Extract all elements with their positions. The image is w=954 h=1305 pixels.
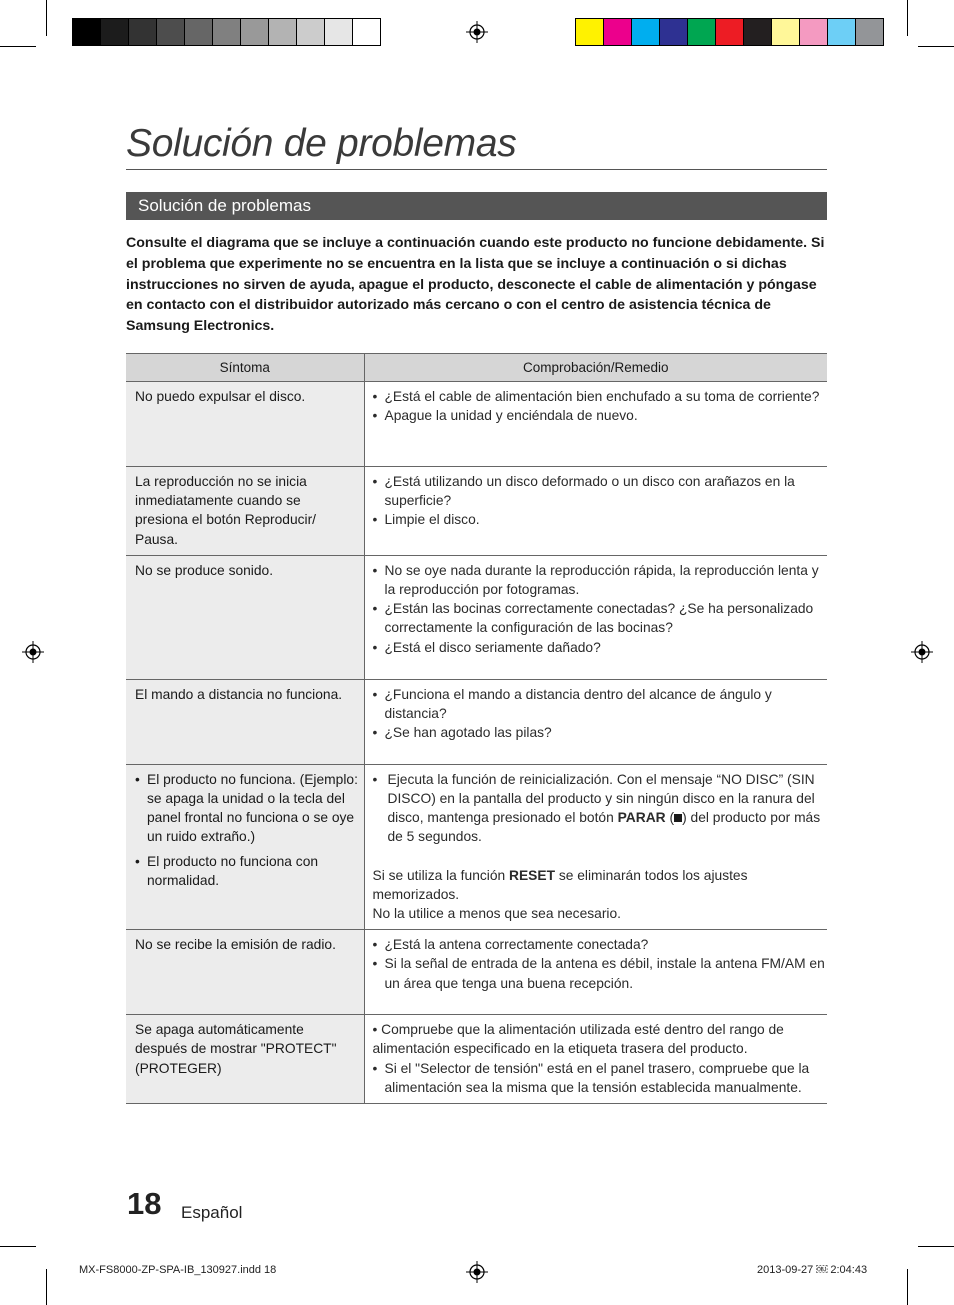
remedy-cell (364, 555, 827, 679)
list-item: • Si la señal de entrada de la antena es débil, instale la antena FM/AM en un área que tenga una buena recepción. (372, 956, 825, 991)
list-item: • ¿Está el disco seriamente dañado? (372, 639, 601, 655)
list-item: • ¿Se han agotado las pilas? (372, 725, 552, 741)
color-swatch (352, 18, 381, 46)
list-item: • Ejecuta la función de reinicialización. Con el mensaje “NO DISC” (SIN DISCO) en la pantalla del producto y sin ningún disco en la ranura del disco, mantenga presionado el botón PARAR ( ) del producto por más de 5 segundos. (372, 771, 821, 845)
page-number: 18 (127, 1186, 162, 1221)
color-swatch (631, 18, 660, 46)
color-swatch (72, 18, 101, 46)
list-item: • Limpie el disco. (372, 512, 480, 528)
list-item: • ¿Está utilizando un disco deformado o un disco con arañazos en la superficie? (372, 474, 795, 509)
symptom-text: Se apaga automáticamente después de mostrar "PROTECT" (PROTEGER) (135, 1022, 337, 1076)
symptom-text: La reproducción no se inicia inmediatamente cuando se presiona el botón Reproducir/ Pausa. (135, 474, 317, 547)
table-header-row (126, 354, 827, 382)
table-row (126, 555, 827, 679)
remedy-cell (364, 679, 827, 764)
color-swatch (128, 18, 157, 46)
symptom-cell (126, 555, 364, 679)
list-item: • ¿Está el cable de alimentación bien enchufado a su toma de corriente? (372, 389, 820, 404)
remedy-cell (364, 382, 827, 467)
table-row (126, 764, 827, 929)
color-swatch (603, 18, 632, 46)
list-item: • Si el "Selector de tensión" está en el panel trasero, compruebe que la alimentación sea la misma que la tensión establecida manualmente. (372, 1060, 810, 1095)
registration-target-icon (466, 21, 488, 43)
color-swatch (296, 18, 325, 46)
table-row (126, 679, 827, 764)
registration-target-icon (22, 641, 44, 663)
remedy-cell (364, 930, 827, 1015)
symptom-cell (126, 764, 364, 929)
symptom-text: No se recibe la emisión de radio. (135, 937, 336, 953)
print-timestamp: 2013-09-27 ￼ 2:04:43 (757, 1264, 868, 1276)
color-swatch (100, 18, 129, 46)
color-swatch (240, 18, 269, 46)
symptom-cell (126, 1015, 364, 1104)
intro-paragraph: Consulte el diagrama que se incluye a continuación cuando este producto no funcione debidamente. Si el problema que experimente no se encuentra en la lista que se incluye a continuación o si dichas instrucciones no sirven de ayuda, apague el producto, desconecte el cable de alimentación y póngase en contacto con el distribuidor autorizado más cercano o con el centro de asistencia técnica de Samsung Electronics. (126, 235, 825, 335)
symptom-cell (126, 930, 364, 1015)
registration-target-icon (466, 1261, 488, 1283)
color-swatch (212, 18, 241, 46)
reset-keyword: RESET (509, 867, 556, 883)
remedy-cell (364, 764, 827, 929)
color-swatch (799, 18, 828, 46)
column-header-symptom: Síntoma (126, 354, 364, 382)
color-swatch (743, 18, 772, 46)
symptom-text: El mando a distancia no funciona. (135, 686, 343, 702)
symptom-text: No puedo expulsar el disco. (135, 389, 306, 404)
table-row (126, 382, 827, 467)
stop-square-icon (674, 814, 682, 822)
parar-button-label: PARAR (617, 810, 666, 826)
remedy-cell (364, 467, 827, 556)
color-swatch (324, 18, 353, 46)
title-divider (126, 169, 827, 170)
page-language: Español (181, 1203, 243, 1222)
color-swatch (575, 18, 604, 46)
list-item: • ¿Están las bocinas correctamente conectadas? ¿Se ha personalizado correctamente la configuración de las bocinas? (372, 601, 814, 636)
color-swatch (855, 18, 884, 46)
list-item: • ¿Funciona el mando a distancia dentro del alcance de ángulo y distancia? (372, 686, 772, 722)
list-item: • Apague la unidad y enciéndala de nuevo. (372, 408, 638, 424)
list-item: • ¿Está la antena correctamente conectada? (372, 937, 649, 953)
color-swatch (268, 18, 297, 46)
section-heading: Solución de problemas (126, 192, 827, 220)
page-title: Solución de problemas (126, 122, 517, 165)
color-swatch (771, 18, 800, 46)
list-item: • Compruebe que la alimentación utilizada esté dentro del rango de alimentación especificado en la etiqueta trasera del producto. (372, 1022, 784, 1057)
list-item: • No se oye nada durante la reproducción rápida, la reproducción lenta y la reproducción por fotogramas. (372, 562, 819, 598)
color-swatch (184, 18, 213, 46)
symptom-cell (126, 382, 364, 467)
print-file-name: MX-FS8000-ZP-SPA-IB_130927.indd 18 (79, 1264, 277, 1276)
table-row (126, 1015, 827, 1104)
remedy-cell (364, 1015, 827, 1104)
symptom-cell (126, 467, 364, 556)
list-item: • El producto no funciona. (Ejemplo: se apaga la unidad o la tecla del panel frontal no funciona o se oye un ruido extraño.) (135, 771, 358, 845)
reset-note: Si se utiliza la función RESET se eliminarán todos los ajustes memorizados. No la utilice a menos que sea necesario. (372, 867, 748, 922)
list-item: • El producto no funciona con normalidad. (135, 853, 319, 888)
column-header-remedy: Comprobación/Remedio (364, 354, 827, 382)
troubleshooting-table (126, 353, 827, 1104)
table-row (126, 930, 827, 1015)
color-swatch (687, 18, 716, 46)
table-row (126, 467, 827, 556)
registration-target-icon (911, 641, 933, 663)
color-swatch (156, 18, 185, 46)
symptom-text: No se produce sonido. (135, 562, 274, 578)
color-swatch (827, 18, 856, 46)
color-swatch (659, 18, 688, 46)
symptom-cell (126, 679, 364, 764)
color-swatch (715, 18, 744, 46)
